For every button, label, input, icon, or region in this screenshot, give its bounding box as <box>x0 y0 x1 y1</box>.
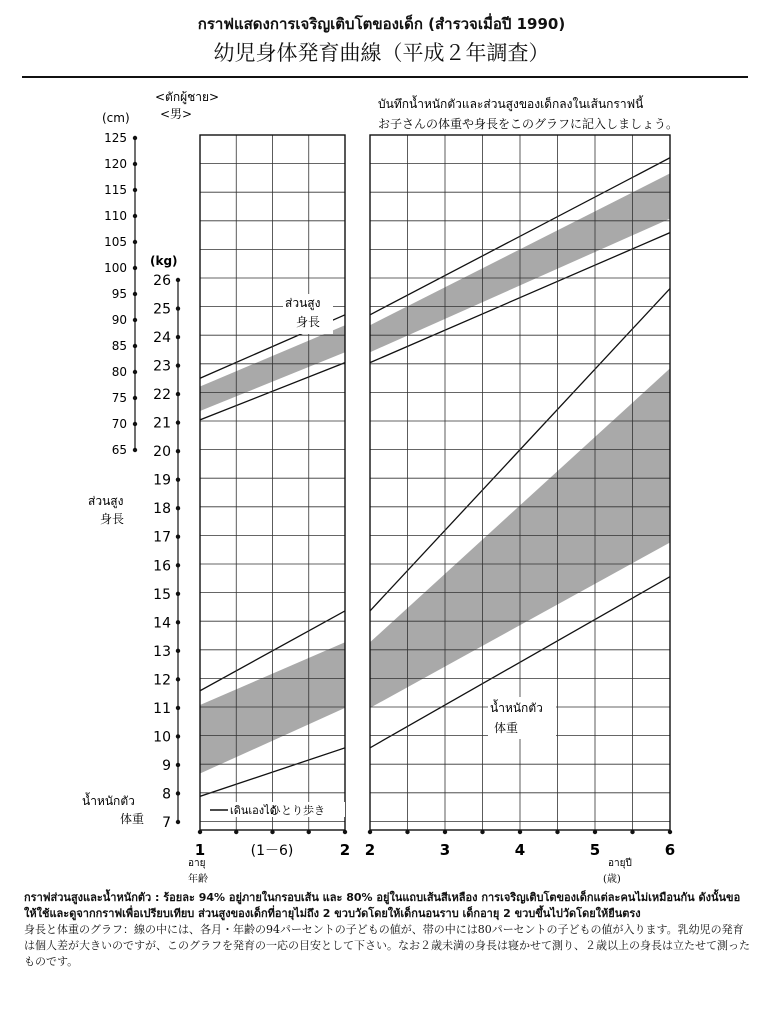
age-tick-label: 2 <box>364 841 376 859</box>
cm-tick-label: 75 <box>111 391 127 405</box>
footer-notes <box>24 890 752 970</box>
boy-label-thai: <ตักผู้ชาย> <box>155 90 220 104</box>
cm-axis-dot <box>133 344 137 348</box>
percentile-bands <box>200 158 670 797</box>
kg-axis-dot <box>176 734 180 738</box>
kg-axis-dot <box>176 649 180 653</box>
age-axis-dot <box>307 830 311 834</box>
age-axis-dot <box>630 830 634 834</box>
kg-tick-label: 24 <box>153 330 171 347</box>
footer-note-japanese: 身長と体重のグラフ：線の中には、各月・年齢の94パーセントの子どもの値が、帯の中には80パーセントの子どもの値が入ります。乳幼児の発育は個人差が大きいのですが、このグラフを発育の一応の目安として下さい。なお２歳未満の身長は寝かせて測り、２歳以上の身長は立たせて測ったものです。 <box>24 923 750 968</box>
cm-tick-label: 80 <box>111 365 127 379</box>
cm-tick-label: 120 <box>104 157 127 171</box>
age-tick-label: 4 <box>514 841 526 859</box>
age-label-thai: อายุ <box>188 858 206 869</box>
kg-unit-label: (kg) <box>150 254 178 268</box>
age-axis-dot <box>480 830 484 834</box>
cm-tick-label: 65 <box>111 443 127 457</box>
title-japanese: 幼児身体発育曲線（平成２年調査） <box>213 41 550 65</box>
kg-tick-label: 10 <box>153 729 171 746</box>
age-years-label-thai: อายุปี <box>608 858 632 869</box>
cm-axis-dot <box>133 136 137 140</box>
age-tick-label: 2 <box>339 841 351 859</box>
kg-tick-label: 19 <box>153 472 171 489</box>
cm-axis-dot <box>133 240 137 244</box>
kg-axis-dot <box>176 820 180 824</box>
age-axis-dot <box>198 830 202 834</box>
cm-unit-label: (cm) <box>102 111 130 125</box>
kg-tick-label: 22 <box>153 387 171 404</box>
kg-axis-dot <box>176 306 180 310</box>
cm-tick-label: 85 <box>111 339 127 353</box>
age-axis-dot <box>343 830 347 834</box>
kg-tick-label: 13 <box>153 643 171 660</box>
age-axis-dot <box>443 830 447 834</box>
kg-axis-dot <box>176 363 180 367</box>
age-tick-label: 6 <box>664 841 676 859</box>
kg-axis-dot <box>176 477 180 481</box>
age-tick-label: 3 <box>439 841 451 859</box>
kg-axis-dot <box>176 677 180 681</box>
cm-tick-label: 70 <box>111 417 127 431</box>
weight-series-label-japanese: 体重 <box>494 721 519 735</box>
age-axis-dot <box>668 830 672 834</box>
kg-axis-dot <box>176 335 180 339</box>
kg-tick-label: 7 <box>162 815 171 831</box>
kg-tick-label: 17 <box>153 529 171 546</box>
height-series-label-japanese: 身長 <box>296 315 321 329</box>
age-label-japanese: 年齢 <box>188 874 208 885</box>
kg-tick-label: 25 <box>153 301 171 318</box>
height-axis-label-japanese: 身長 <box>100 512 125 526</box>
kg-tick-label: 8 <box>162 786 171 803</box>
cm-tick-label: 105 <box>104 235 127 249</box>
cm-tick-label: 110 <box>104 209 127 223</box>
age-axis-dot <box>405 830 409 834</box>
age-axis-dot <box>593 830 597 834</box>
weight-axis-label-thai: น้ำหนักตัว <box>82 794 135 808</box>
cm-axis-dot <box>133 266 137 270</box>
kg-axis-dot <box>176 420 180 424</box>
kg-tick-label: 15 <box>153 586 171 603</box>
cm-axis-dot <box>133 162 137 166</box>
kg-axis-dot <box>176 791 180 795</box>
cm-axis-dot <box>133 370 137 374</box>
age-tick-label: 1 <box>194 841 206 859</box>
title-thai: กราฟแสดงการเจริญเติบโตของเด็ก (สำรวจเมื่อปี 1990) <box>197 15 566 33</box>
kg-tick-label: 26 <box>153 273 171 289</box>
cm-axis-dot <box>133 422 137 426</box>
boy-label-japanese: <男> <box>160 107 193 121</box>
kg-axis-dot <box>176 620 180 624</box>
cm-axis-dot <box>133 188 137 192</box>
age-axis-dot <box>234 830 238 834</box>
kg-axis-dot <box>176 592 180 596</box>
age-axis-dot <box>368 830 372 834</box>
cm-axis-dot <box>133 318 137 322</box>
age-axis-dot <box>555 830 559 834</box>
height-series-label-thai: ส่วนสูง <box>285 296 321 310</box>
kg-tick-label: 20 <box>153 444 171 461</box>
cm-axis-dot <box>133 292 137 296</box>
kg-axis-dot <box>176 535 180 539</box>
height-axis-label-thai: ส่วนสูง <box>88 494 124 508</box>
record-instruction-japanese: お子さんの体重や身長をこのグラフに記入しましょう。 <box>378 117 679 131</box>
kg-tick-label: 23 <box>153 358 171 375</box>
cm-tick-label: 100 <box>104 261 127 275</box>
kg-axis-dot <box>176 278 180 282</box>
age-tick-label: 5 <box>589 841 601 859</box>
cm-axis-dot <box>133 396 137 400</box>
kg-tick-label: 21 <box>153 415 171 432</box>
walk-label-thai: เดินเองได้ <box>230 804 277 817</box>
kg-tick-label: 9 <box>162 757 171 774</box>
kg-tick-label: 12 <box>153 672 171 689</box>
kg-tick-label: 11 <box>153 700 171 717</box>
kg-axis-dot <box>176 392 180 396</box>
age-axis-dot <box>270 830 274 834</box>
record-instruction-thai: บันทึกน้ำหนักตัวและส่วนสูงของเด็กลงในเส้นกราฟนี้ <box>378 97 644 111</box>
kg-axis-dot <box>176 763 180 767</box>
kg-axis-dot <box>176 706 180 710</box>
weight-series-label-thai: น้ำหนักตัว <box>490 701 543 715</box>
cm-axis-dot <box>133 448 137 452</box>
kg-axis-dot <box>176 449 180 453</box>
kg-tick-label: 16 <box>153 558 171 575</box>
age-years-label-japanese: (歳) <box>603 874 621 885</box>
cm-tick-label: 125 <box>104 131 127 145</box>
cm-tick-label: 115 <box>104 183 127 197</box>
footer-note-thai: กราฟส่วนสูงและน้ำหนักตัว : ร้อยละ 94% อยู่ภายในกรอบเส้น และ 80% อยู่ในแถบเส้นสีเหลือง การเจริญเติบโตของเด็กแต่ละคนไม่เหมือนกัน ดังนั้นขอให้ใช้และดูจากกราฟเพื่อเปรียบเทียบ ส่วนสูงของเด็กที่อายุไม่ถึง 2 ขวบวัดโดยให้เด็กนอนราบ เด็กอายุ 2 ขวบขึ้นไปวัดโดยให้ยืนตรง <box>24 891 741 920</box>
walk-label-japanese: ひとり歩き <box>270 804 325 817</box>
weight-axis-label-japanese: 体重 <box>120 812 145 826</box>
cm-tick-label: 90 <box>111 313 127 327</box>
kg-axis-dot <box>176 563 180 567</box>
cm-axis-dot <box>133 214 137 218</box>
age-axis-dot <box>518 830 522 834</box>
kg-axis-dot <box>176 506 180 510</box>
kg-tick-label: 18 <box>153 501 171 518</box>
age-range-label: (1－6) <box>250 843 294 859</box>
cm-tick-label: 95 <box>111 287 127 301</box>
kg-tick-label: 14 <box>153 615 171 632</box>
